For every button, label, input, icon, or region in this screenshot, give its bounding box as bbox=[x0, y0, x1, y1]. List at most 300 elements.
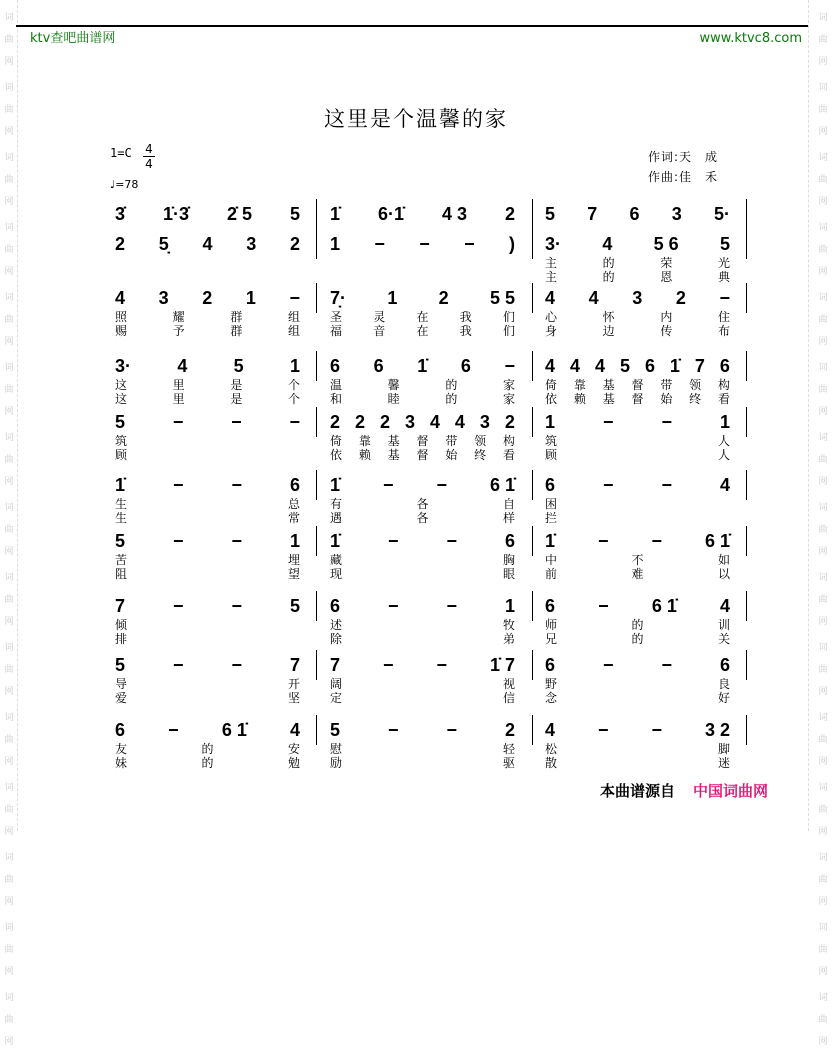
note: 3 bbox=[479, 412, 490, 432]
lyric-char: 阻 bbox=[115, 567, 128, 581]
note: 2̇ 5 bbox=[226, 204, 252, 224]
lyric-char: 视 bbox=[502, 677, 515, 691]
barline bbox=[746, 229, 747, 259]
lyric-char: 望 bbox=[287, 567, 300, 581]
lyric-line bbox=[115, 553, 300, 567]
lyric-char: 坚 bbox=[287, 691, 300, 705]
lyric-char: 灵 bbox=[373, 310, 386, 324]
note: − bbox=[289, 412, 300, 432]
watermark-char: 网 bbox=[4, 617, 14, 627]
note: 1 bbox=[387, 288, 398, 308]
measure-notes bbox=[115, 474, 300, 496]
lyric-line bbox=[545, 378, 730, 392]
lyric-char: 督 bbox=[631, 392, 644, 406]
note: 1 bbox=[289, 356, 300, 376]
lyric-line bbox=[330, 378, 515, 392]
barline bbox=[316, 715, 317, 745]
note: 2 bbox=[289, 234, 300, 254]
lyric-line bbox=[545, 434, 730, 448]
lyric-char: 生 bbox=[115, 511, 128, 525]
watermark-char: 词 bbox=[4, 713, 14, 723]
source-brand-link[interactable]: 中国词曲网 bbox=[693, 782, 769, 800]
note: 4 bbox=[289, 720, 300, 740]
lyric-line bbox=[330, 756, 515, 770]
lyric-char: 遇 bbox=[330, 511, 343, 525]
lyric-char: 带 bbox=[660, 378, 673, 392]
barline bbox=[746, 283, 747, 313]
note: 7 bbox=[587, 204, 598, 224]
note: − bbox=[374, 234, 385, 254]
lyric-char: 总 bbox=[287, 497, 300, 511]
watermark-char: 词 bbox=[4, 153, 14, 163]
barline bbox=[746, 199, 747, 229]
lyric-char: 和 bbox=[330, 392, 343, 406]
watermark-char: 曲 bbox=[818, 665, 828, 675]
note: 5 6 bbox=[653, 234, 679, 254]
note: 1 bbox=[330, 234, 341, 254]
note: 3· bbox=[545, 234, 562, 254]
watermark-char: 曲 bbox=[818, 735, 828, 745]
lyric-char: 顾 bbox=[545, 448, 558, 462]
measure-notes bbox=[545, 595, 730, 617]
note: 7̣· bbox=[330, 288, 347, 308]
watermark-char: 曲 bbox=[4, 385, 14, 395]
lyric-line bbox=[545, 632, 730, 646]
note: 4 bbox=[545, 356, 556, 376]
watermark-char: 曲 bbox=[818, 105, 828, 115]
lyric-char: 松 bbox=[545, 742, 558, 756]
lyric-char: 慰 bbox=[330, 742, 343, 756]
note: 4 bbox=[177, 356, 188, 376]
watermark-char: 网 bbox=[4, 827, 14, 837]
lyric-char: 看 bbox=[502, 448, 515, 462]
lyric-line bbox=[115, 632, 300, 646]
measure-notes bbox=[545, 719, 730, 741]
lyric-char: 爱 bbox=[115, 691, 128, 705]
watermark-left bbox=[2, 0, 16, 1050]
lyric-char: 这 bbox=[115, 392, 128, 406]
lyric-char: 驱 bbox=[502, 756, 515, 770]
lyric-line bbox=[330, 618, 515, 632]
lyric-char: 传 bbox=[660, 324, 673, 338]
watermark-char: 网 bbox=[4, 967, 14, 977]
watermark-char: 词 bbox=[818, 993, 828, 1003]
lyric-char: 各 bbox=[416, 511, 429, 525]
lyric-char: 看 bbox=[717, 392, 730, 406]
note: 3 bbox=[404, 412, 415, 432]
note: 4 bbox=[545, 720, 556, 740]
watermark-char: 词 bbox=[818, 713, 828, 723]
lyric-char: 各 bbox=[416, 497, 429, 511]
lyric-line bbox=[545, 392, 730, 406]
lyric-char: 励 bbox=[330, 756, 343, 770]
note: − bbox=[387, 596, 399, 616]
watermark-char: 网 bbox=[818, 337, 828, 347]
watermark-char: 网 bbox=[818, 57, 828, 67]
lyric-char: 靠 bbox=[573, 378, 586, 392]
note: ) bbox=[509, 234, 515, 254]
lyric-char: 照 bbox=[115, 310, 128, 324]
watermark-char: 曲 bbox=[4, 315, 14, 325]
lyric-char: 信 bbox=[502, 691, 515, 705]
barline bbox=[316, 526, 317, 556]
note: 2 bbox=[330, 412, 341, 432]
barline bbox=[316, 650, 317, 680]
lyric-char: 在 bbox=[416, 324, 429, 338]
lyric-char: 散 bbox=[545, 756, 558, 770]
lyric-char: 迷 bbox=[717, 756, 730, 770]
lyric-char: 在 bbox=[416, 310, 429, 324]
lyric-char: 的 bbox=[445, 378, 458, 392]
lyric-line bbox=[115, 756, 300, 770]
note: − bbox=[661, 475, 672, 495]
watermark-char: 网 bbox=[4, 407, 14, 417]
lyric-line bbox=[545, 511, 730, 525]
note: 6 bbox=[330, 596, 341, 616]
note: 6·1̇ bbox=[377, 204, 404, 224]
lyric-char: 里 bbox=[172, 392, 185, 406]
watermark-char: 曲 bbox=[4, 175, 14, 185]
note: 4 3 bbox=[441, 204, 467, 224]
note: 6 bbox=[644, 356, 655, 376]
lyric-line bbox=[330, 553, 515, 567]
lyric-char: 友 bbox=[115, 742, 128, 756]
lyric-char: 除 bbox=[330, 632, 343, 646]
lyric-char: 兄 bbox=[545, 632, 558, 646]
note: 4 bbox=[602, 234, 613, 254]
watermark-char: 网 bbox=[4, 897, 14, 907]
note: 5 bbox=[289, 596, 300, 616]
note: 3 bbox=[158, 288, 169, 308]
note: 6 bbox=[330, 356, 341, 376]
note: − bbox=[387, 531, 399, 551]
barline bbox=[532, 407, 533, 437]
watermark-char: 词 bbox=[818, 503, 828, 513]
note: 3 2 bbox=[704, 720, 730, 740]
lyric-line bbox=[545, 270, 730, 284]
lyric-char: 群 bbox=[230, 324, 243, 338]
watermark-char: 词 bbox=[818, 853, 828, 863]
lyric-line bbox=[115, 567, 300, 581]
lyric-char: 个 bbox=[287, 378, 300, 392]
lyric-line bbox=[545, 567, 730, 581]
watermark-char: 网 bbox=[818, 127, 828, 137]
lyric-char: 恩 bbox=[660, 270, 673, 284]
watermark-char: 词 bbox=[818, 363, 828, 373]
lyric-line bbox=[545, 677, 730, 691]
lyric-line bbox=[330, 632, 515, 646]
lyric-char: 主 bbox=[545, 270, 558, 284]
watermark-char: 网 bbox=[4, 547, 14, 557]
watermark-char: 词 bbox=[818, 783, 828, 793]
measure-notes bbox=[115, 654, 300, 676]
measure-notes bbox=[115, 530, 300, 552]
note: 4 bbox=[588, 288, 599, 308]
lyric-line bbox=[545, 324, 730, 338]
note: 2 bbox=[379, 412, 390, 432]
note: − bbox=[419, 234, 430, 254]
lyric-char: 布 bbox=[717, 324, 730, 338]
measure-notes bbox=[545, 654, 730, 676]
watermark-char: 词 bbox=[818, 433, 828, 443]
watermark-char: 曲 bbox=[4, 525, 14, 535]
song-title: 这里是个温馨的家 bbox=[324, 107, 508, 131]
note: 1 bbox=[719, 412, 730, 432]
site-name-link[interactable]: ktv查吧曲谱网 bbox=[30, 31, 116, 46]
lyric-char: 馨 bbox=[387, 378, 400, 392]
note: − bbox=[598, 596, 609, 616]
barline bbox=[316, 470, 317, 500]
lyric-line bbox=[545, 497, 730, 511]
lyric-line bbox=[115, 742, 300, 756]
lyric-char: 筑 bbox=[115, 434, 128, 448]
note: − bbox=[387, 720, 399, 740]
lyric-char: 的 bbox=[201, 742, 214, 756]
note: − bbox=[597, 720, 609, 740]
barline bbox=[316, 407, 317, 437]
lyric-char: 牧 bbox=[502, 618, 515, 632]
lyric-char: 拦 bbox=[545, 511, 558, 525]
watermark-char: 网 bbox=[4, 57, 14, 67]
note: − bbox=[602, 412, 614, 432]
lyric-char: 边 bbox=[602, 324, 615, 338]
lyric-line bbox=[115, 310, 300, 324]
watermark-char: 网 bbox=[818, 757, 828, 767]
lyric-char: 内 bbox=[660, 310, 673, 324]
watermark-char: 曲 bbox=[818, 945, 828, 955]
lyric-char: 家 bbox=[502, 378, 515, 392]
lyricist-credit: 作词:天 成 bbox=[648, 150, 719, 164]
note: − bbox=[289, 288, 300, 308]
note: 1 bbox=[545, 412, 556, 432]
watermark-char: 曲 bbox=[818, 175, 828, 185]
lyric-char: 样 bbox=[502, 511, 515, 525]
note: 4 bbox=[569, 356, 580, 376]
lyric-char: 好 bbox=[717, 691, 730, 705]
composer-credit: 作曲:佳 禾 bbox=[648, 170, 719, 184]
lyric-char: 音 bbox=[373, 324, 386, 338]
note: − bbox=[231, 531, 242, 551]
measure-notes bbox=[330, 233, 515, 255]
note: 4 bbox=[545, 288, 556, 308]
footer-source bbox=[600, 782, 768, 800]
lyric-char: 定 bbox=[330, 691, 343, 705]
lyric-char: 阔 bbox=[330, 677, 343, 691]
note: − bbox=[504, 356, 515, 376]
lyric-char: 赖 bbox=[358, 448, 371, 462]
lyric-line bbox=[115, 618, 300, 632]
lyric-char: 靠 bbox=[358, 434, 371, 448]
note: 1 bbox=[245, 288, 256, 308]
watermark-char: 词 bbox=[4, 853, 14, 863]
barline bbox=[746, 526, 747, 556]
lyric-char: 终 bbox=[474, 448, 487, 462]
lyric-char: 的 bbox=[602, 270, 615, 284]
watermark-char: 网 bbox=[4, 477, 14, 487]
lyric-char: 难 bbox=[631, 567, 644, 581]
lyric-char: 住 bbox=[717, 310, 730, 324]
note: 5· bbox=[713, 204, 730, 224]
lyric-char: 筑 bbox=[545, 434, 558, 448]
watermark-char: 网 bbox=[4, 337, 14, 347]
measure-notes bbox=[545, 233, 730, 255]
time-signature bbox=[143, 142, 155, 171]
lyric-char: 个 bbox=[287, 392, 300, 406]
watermark-char: 词 bbox=[4, 923, 14, 933]
lyric-char: 的 bbox=[602, 256, 615, 270]
lyric-char: 勉 bbox=[287, 756, 300, 770]
lyric-char: 轻 bbox=[502, 742, 515, 756]
note: − bbox=[172, 596, 184, 616]
note: − bbox=[172, 475, 184, 495]
note: 6 bbox=[545, 475, 556, 495]
note: 1̇ bbox=[417, 356, 428, 376]
watermark-char: 曲 bbox=[4, 595, 14, 605]
note: 1̇ bbox=[330, 475, 341, 495]
measure-notes bbox=[545, 287, 730, 309]
site-url-link[interactable]: www.ktvc8.com bbox=[699, 31, 802, 46]
watermark-char: 网 bbox=[818, 407, 828, 417]
lyric-char: 倚 bbox=[330, 434, 343, 448]
lyric-char: 始 bbox=[445, 448, 458, 462]
lyric-char: 念 bbox=[545, 691, 558, 705]
note: 6 bbox=[115, 720, 126, 740]
watermark-char: 曲 bbox=[818, 245, 828, 255]
watermark-char: 词 bbox=[4, 433, 14, 443]
barline bbox=[532, 470, 533, 500]
watermark-char: 词 bbox=[4, 783, 14, 793]
lyric-line bbox=[330, 392, 515, 406]
watermark-char: 曲 bbox=[4, 245, 14, 255]
note: 1 bbox=[289, 531, 300, 551]
watermark-char: 词 bbox=[4, 993, 14, 1003]
watermark-char: 曲 bbox=[4, 1015, 14, 1025]
measure-notes bbox=[115, 595, 300, 617]
watermark-char: 词 bbox=[4, 363, 14, 373]
measure-notes bbox=[330, 595, 515, 617]
measure-notes bbox=[115, 287, 300, 309]
header-rule bbox=[16, 25, 808, 27]
note: − bbox=[172, 655, 184, 675]
lyric-char: 督 bbox=[631, 378, 644, 392]
lyric-char: 我 bbox=[459, 324, 472, 338]
note: 6 bbox=[373, 356, 384, 376]
note: 3 bbox=[246, 234, 257, 254]
lyric-char: 光 bbox=[717, 256, 730, 270]
lyric-line bbox=[545, 256, 730, 270]
lyric-char: 圣 bbox=[330, 310, 343, 324]
note: 6 bbox=[504, 531, 515, 551]
lyric-char: 始 bbox=[660, 392, 673, 406]
watermark-char: 曲 bbox=[4, 735, 14, 745]
lyric-char: 怀 bbox=[602, 310, 615, 324]
lyric-char: 困 bbox=[545, 497, 558, 511]
lyric-char: 胸 bbox=[502, 553, 515, 567]
note: 1̇ bbox=[669, 356, 680, 376]
barline bbox=[532, 526, 533, 556]
note: 5 bbox=[719, 234, 730, 254]
note: 4 bbox=[115, 288, 126, 308]
lyric-char: 身 bbox=[545, 324, 558, 338]
watermark-char: 网 bbox=[818, 827, 828, 837]
lyric-line bbox=[115, 677, 300, 691]
watermark-char: 曲 bbox=[4, 945, 14, 955]
lyric-line bbox=[330, 310, 515, 324]
measure-notes bbox=[115, 355, 300, 377]
lyric-char: 安 bbox=[287, 742, 300, 756]
note: − bbox=[719, 288, 730, 308]
note: 6 1̇ bbox=[489, 475, 515, 495]
measure-notes bbox=[545, 203, 730, 225]
lyric-char: 顾 bbox=[115, 448, 128, 462]
measure-notes bbox=[115, 719, 300, 741]
measure-notes bbox=[115, 233, 300, 255]
lyric-line bbox=[115, 448, 300, 462]
measure-notes bbox=[330, 287, 515, 309]
barline bbox=[532, 591, 533, 621]
lyric-char: 中 bbox=[545, 553, 558, 567]
barline bbox=[316, 591, 317, 621]
lyric-char: 常 bbox=[287, 511, 300, 525]
note: 1̇ bbox=[545, 531, 556, 551]
tempo-mark: ♩=78 bbox=[110, 178, 139, 191]
watermark-char: 网 bbox=[818, 897, 828, 907]
note: 6 bbox=[629, 204, 640, 224]
watermark-char: 网 bbox=[4, 267, 14, 277]
watermark-char: 曲 bbox=[818, 455, 828, 465]
barline bbox=[746, 591, 747, 621]
lyric-char: 眼 bbox=[502, 567, 515, 581]
note: − bbox=[651, 531, 662, 551]
watermark-char: 曲 bbox=[4, 35, 14, 45]
note: 1̇ bbox=[330, 531, 341, 551]
lyric-char: 们 bbox=[502, 310, 515, 324]
note: − bbox=[231, 475, 242, 495]
note: 4 bbox=[594, 356, 605, 376]
lyric-line bbox=[545, 756, 730, 770]
lyric-line bbox=[330, 691, 515, 705]
watermark-right bbox=[816, 0, 830, 1050]
watermark-char: 词 bbox=[4, 573, 14, 583]
watermark-char: 曲 bbox=[818, 315, 828, 325]
watermark-char: 曲 bbox=[4, 665, 14, 675]
watermark-char: 词 bbox=[818, 923, 828, 933]
note: 6 bbox=[719, 356, 730, 376]
lyric-line bbox=[115, 497, 300, 511]
watermark-char: 网 bbox=[4, 127, 14, 137]
barline bbox=[532, 650, 533, 680]
watermark-char: 曲 bbox=[818, 805, 828, 815]
note: 1̇ 7 bbox=[489, 655, 515, 675]
measure-notes bbox=[115, 411, 300, 433]
lyric-char: 典 bbox=[717, 270, 730, 284]
note: − bbox=[446, 720, 457, 740]
lyric-line bbox=[545, 618, 730, 632]
lyric-char: 们 bbox=[502, 324, 515, 338]
measure-notes bbox=[545, 355, 730, 377]
lyric-line bbox=[115, 378, 300, 392]
watermark-char: 词 bbox=[4, 223, 14, 233]
lyric-line bbox=[330, 511, 515, 525]
note: 2 bbox=[438, 288, 449, 308]
watermark-char: 曲 bbox=[818, 1015, 828, 1025]
watermark-char: 词 bbox=[4, 503, 14, 513]
lyric-char: 述 bbox=[330, 618, 343, 632]
lyric-char: 耀 bbox=[172, 310, 185, 324]
note: − bbox=[661, 412, 672, 432]
note: − bbox=[651, 720, 662, 740]
note: 6 bbox=[289, 475, 300, 495]
